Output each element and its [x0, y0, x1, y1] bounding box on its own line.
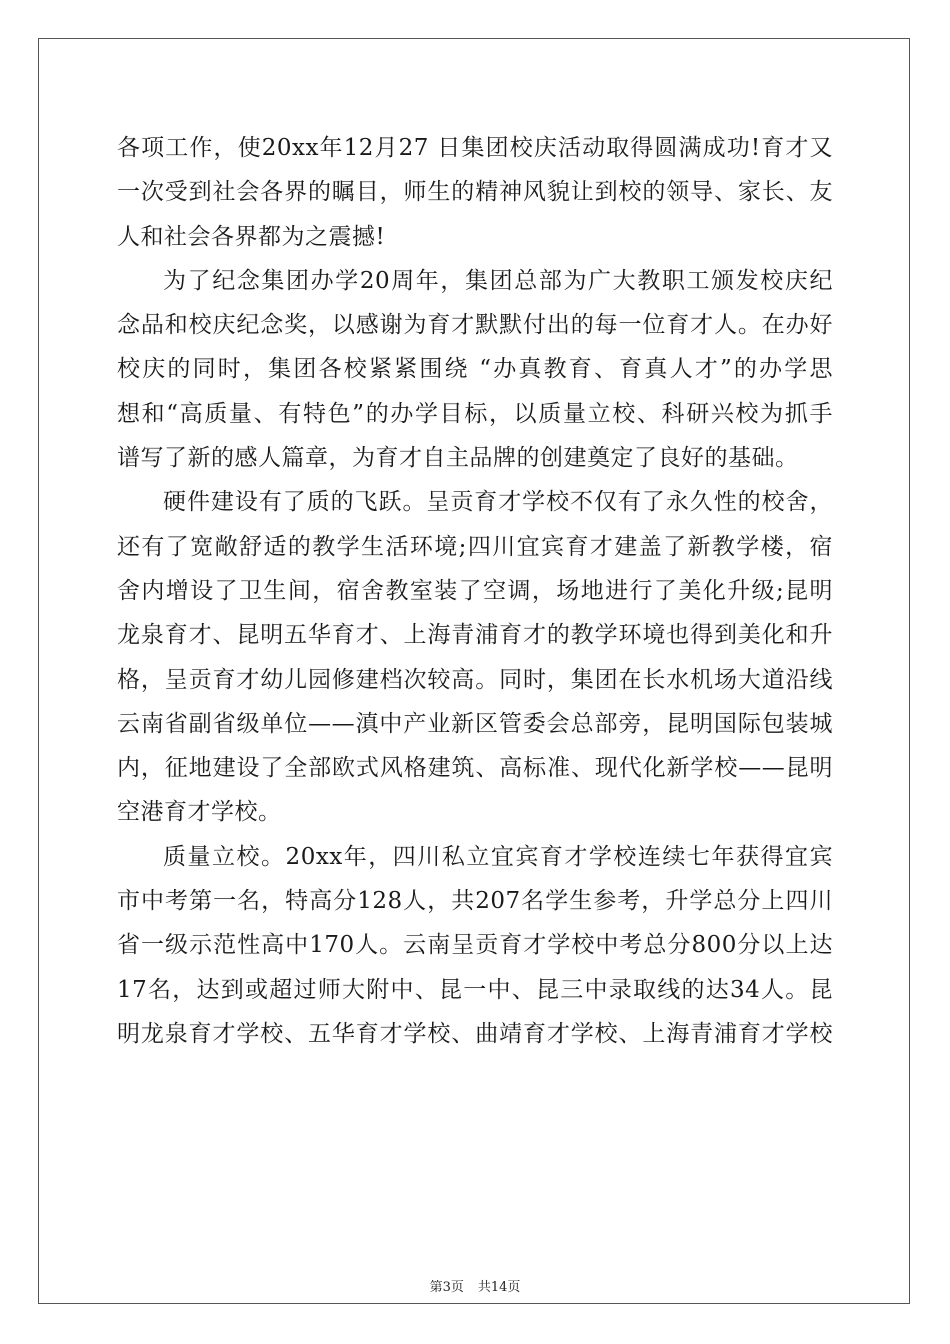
text-line: 想和“高质量、有特色”的办学目标，以质量立校、科研兴校为抓手	[117, 400, 833, 427]
text-line: 还有了宽敞舒适的教学生活环境;四川宜宾育才建盖了新教学楼，宿	[117, 533, 833, 560]
text-line: 省一级示范性高中170人。云南呈贡育才学校中考总分800分以上达	[117, 932, 833, 959]
text-line: 念品和校庆纪念奖，以感谢为育才默默付出的每一位育才人。在办好	[117, 312, 833, 339]
text-line: 云南省副省级单位——滇中产业新区管委会总部旁，昆明国际包装城	[117, 710, 833, 737]
document-body	[117, 126, 833, 1056]
page-number-current: 第3页	[429, 1280, 464, 1295]
text-line: 人和社会各界都为之震撼!	[117, 223, 386, 250]
text-line: 为了纪念集团办学20周年，集团总部为广大教职工颁发校庆纪	[163, 267, 833, 294]
text-line: 舍内增设了卫生间，宿舍教室装了空调，场地进行了美化升级;昆明	[117, 577, 833, 604]
text-line: 龙泉育才、昆明五华育才、上海青浦育才的教学环境也得到美化和升	[117, 622, 833, 649]
text-line: 市中考第一名，特高分128人，共207名学生参考，升学总分上四川	[117, 888, 833, 915]
text-line: 质量立校。20xx年，四川私立宜宾育才学校连续七年获得宜宾	[163, 843, 833, 870]
page-number-total: 共14页	[477, 1280, 521, 1295]
text-line: 各项工作，使20xx年12月27 日集团校庆活动取得圆满成功!育才又	[117, 135, 833, 161]
text-line: 一次受到社会各界的瞩目，师生的精神风貌让到校的领导、家长、友	[117, 179, 833, 206]
text-line: 格，呈贡育才幼儿园修建档次较高。同时，集团在长水机场大道沿线	[117, 666, 833, 693]
page-footer	[0, 1276, 950, 1295]
text-line: 明龙泉育才学校、五华育才学校、曲靖育才学校、上海青浦育才学校	[117, 1020, 833, 1047]
text-line: 谱写了新的感人篇章，为育才自主品牌的创建奠定了良好的基础。	[117, 445, 799, 472]
text-line: 硬件建设有了质的飞跃。呈贡育才学校不仅有了永久性的校舍，	[163, 489, 833, 516]
text-line: 空港育才学校。	[117, 799, 282, 826]
text-line: 内，征地建设了全部欧式风格建筑、高标准、现代化新学校——昆明	[117, 755, 833, 782]
text-line: 校庆的同时，集团各校紧紧围绕 “办真教育、育真人才”的办学思	[117, 356, 833, 383]
text-line: 17名，达到或超过师大附中、昆一中、昆三中录取线的达34人。昆	[117, 976, 833, 1003]
